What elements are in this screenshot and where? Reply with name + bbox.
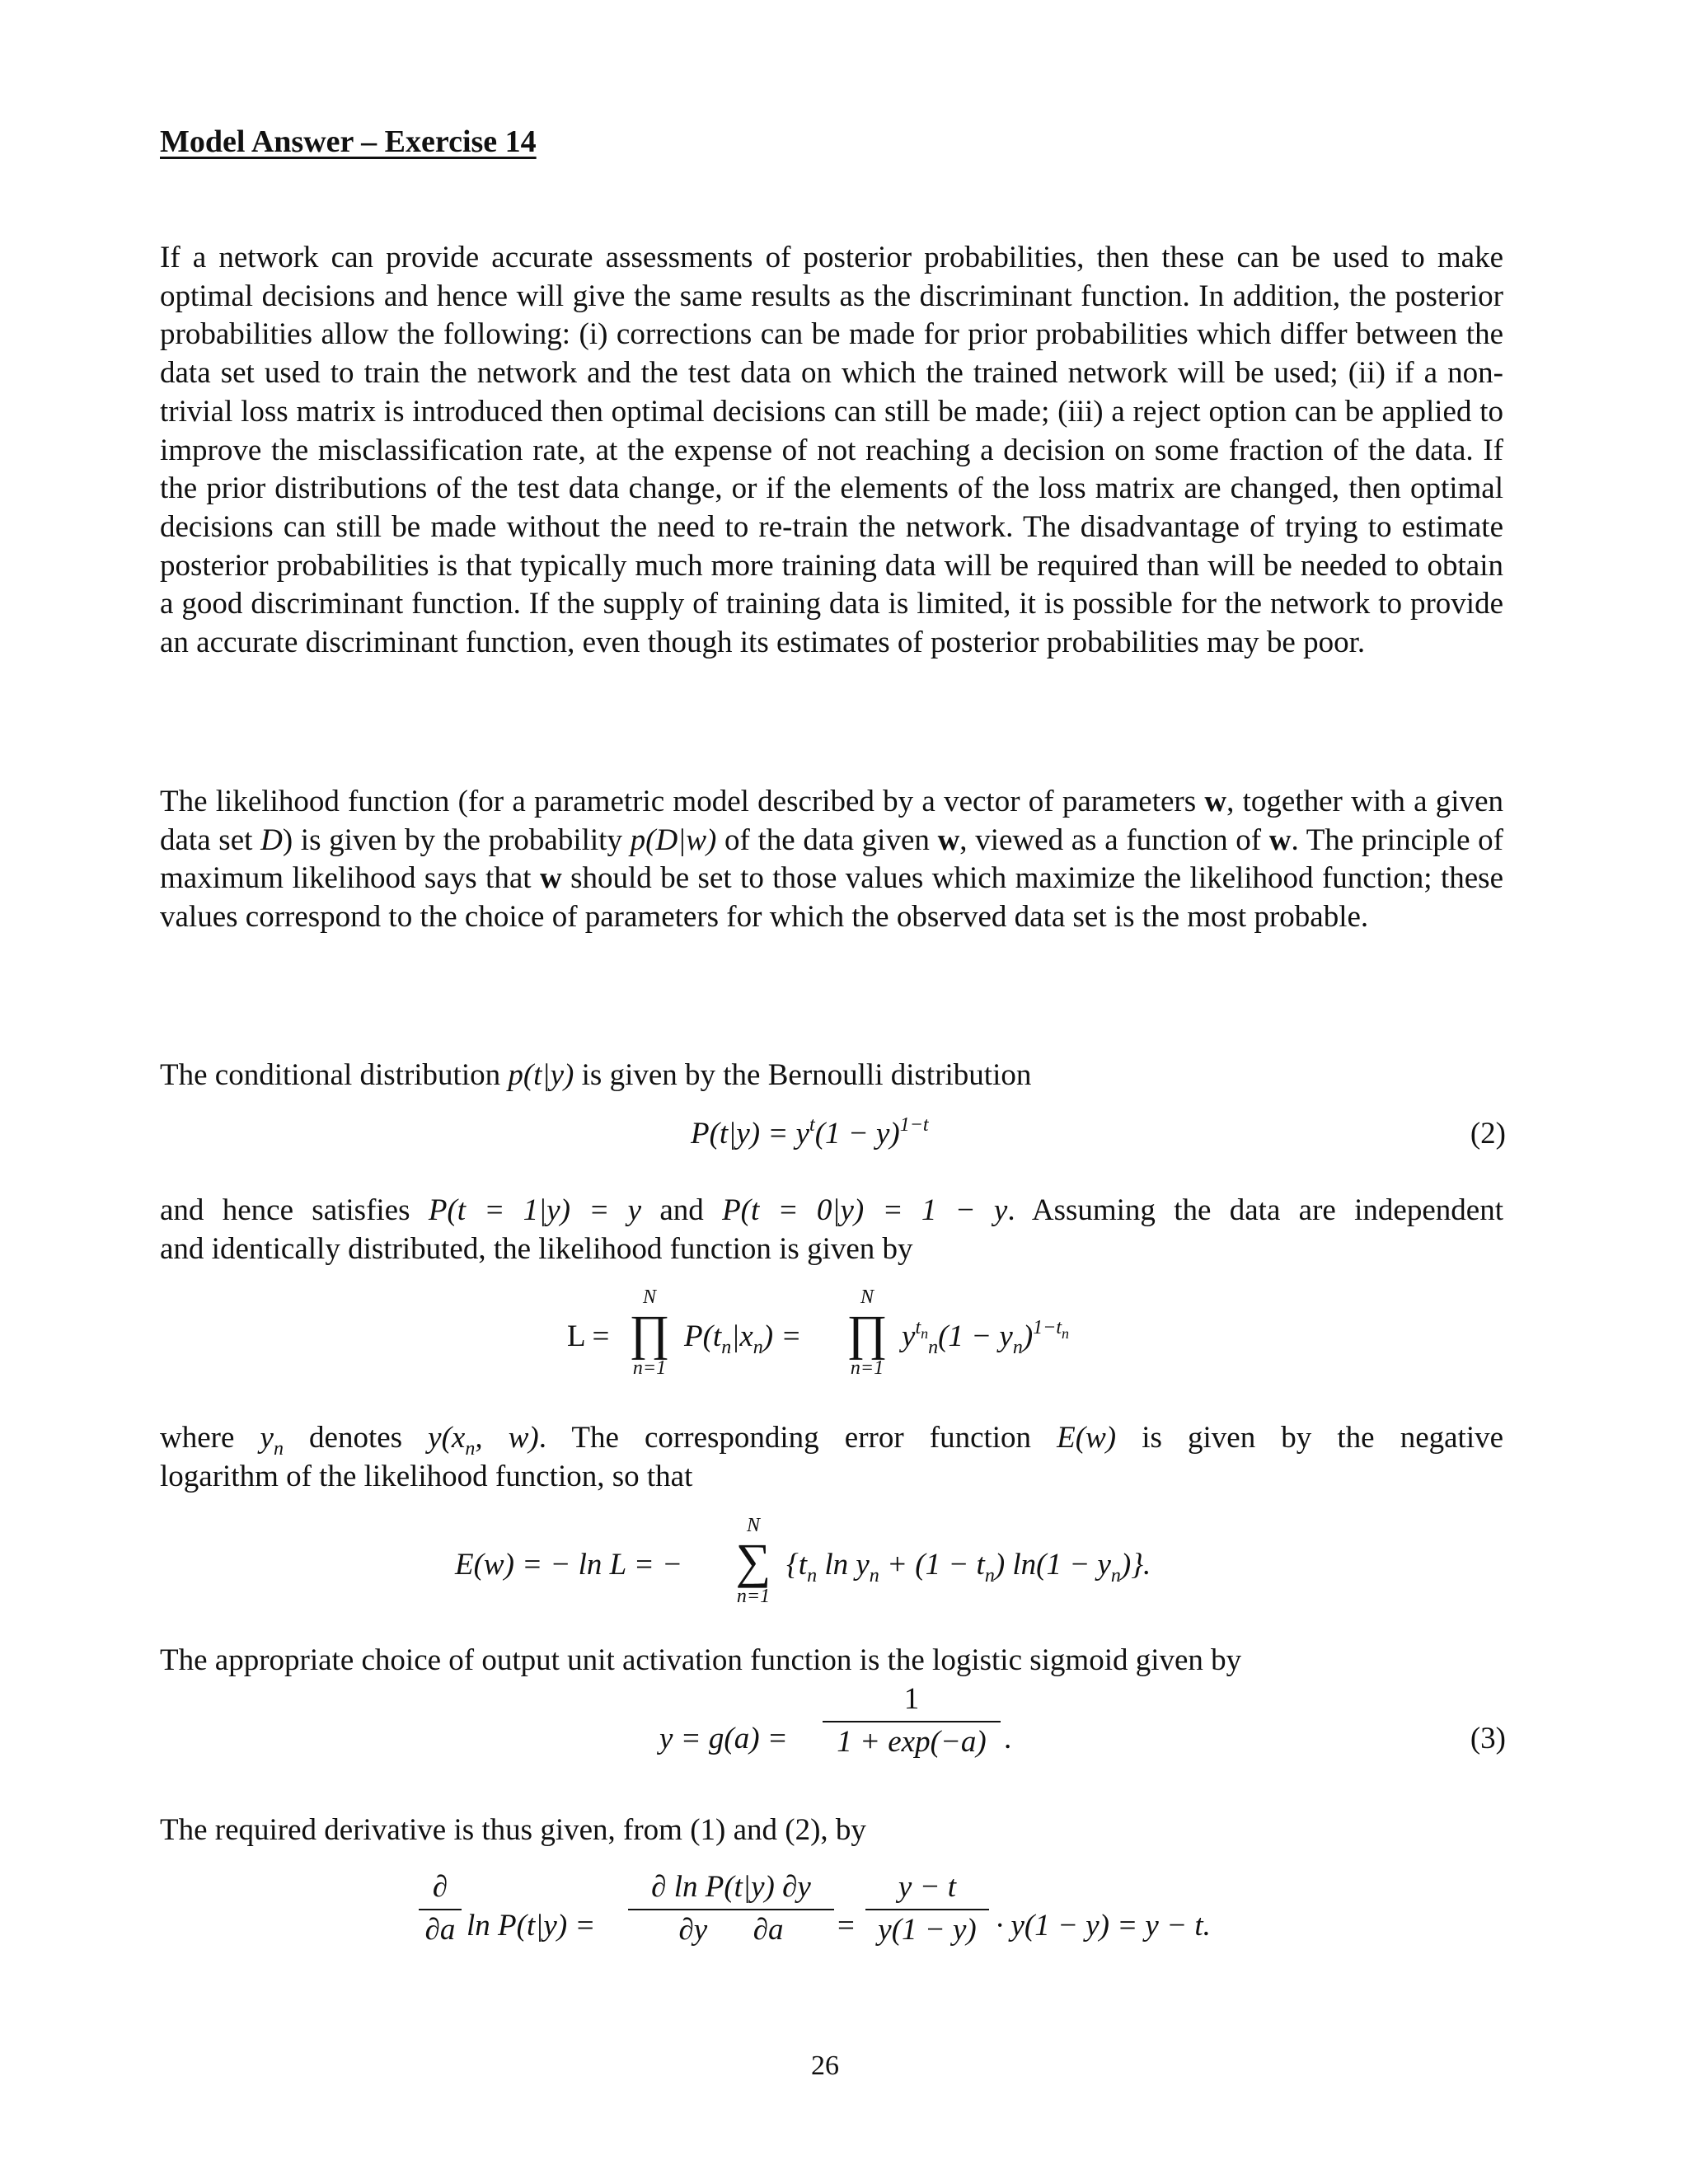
- paragraph-iid-likelihood: and identically distributed, the likelihood function is given by: [160, 1232, 913, 1266]
- paragraph-conditional-distribution: The conditional distribution p(t|y) is given by the Bernoulli distribution: [160, 1058, 1032, 1092]
- fraction-y-minus-t: y − t y(1 − y): [865, 1869, 989, 1948]
- equation-number-2: (2): [1470, 1117, 1506, 1151]
- product-operator-2: N ∏ n=1: [846, 1286, 888, 1379]
- equation-number-3: (3): [1470, 1722, 1506, 1755]
- fraction-chain-rule: ∂ ln P(t|y) ∂y ∂y ∂a: [628, 1869, 834, 1948]
- fraction-sigmoid: 1 1 + exp(−a): [823, 1681, 1001, 1760]
- paragraph-negative-log: logarithm of the likelihood function, so that: [160, 1460, 693, 1493]
- paragraph-activation-function: The appropriate choice of output unit activation function is the logistic sigmoid given by: [160, 1643, 1242, 1677]
- document-page: Model Answer – Exercise 14 If a network can provide accurate assessments of posterior probabilities, then these can be used to make optimal decisions and hence will give the same results as the discriminant function. In addition, the posterior probabilities allow the following: (i) corrections can be made for prior probabilities which differ between the data set used to train the network and the test data on which the trained network will be used; (ii) if a non-trivial loss matrix is introduced then optimal decisions can still be made; (iii) a reject option can be applied to improve the misclassification rate, at the expense of not reaching a decision on some fraction of the data. If the prior distributions of the test data change, or if the elements of the loss matrix are changed, then optimal decisions can still be made without the need to re-train the network. The disadvantage of trying to estimate posterior probabilities is that typically much more training data will be required than will be needed to obtain a good discriminant function. If the supply of training data is limited, it is possible for the network to provide an accurate discriminant function, even though its estimates of posterior probabilities may be poor. The likelihood function (for a parametric model described by a vector of parameters w, together with a given data set D) is given by the probability p(D|w) of the data given w, viewed as a function of w. The principle of maximum likelihood says that w should be set to those values which maximize the likelihood function; these values correspond to the choice of parameters for which the observed data set is the most probable. The conditional distribution p(t|y) is given by the Bernoulli distribution $P(t|y) = y^t(1 - y)^{1-t}$ (2) and hence satisfies P(t = 1|y) = y and P(t = 0|y) = 1 − y. Assuming the data are independent and identically distributed, the likelihood function is given by L = N ∏ n=1 $P(t_n|x_n)$ = N ∏ n=1 $y^{t_n}_n(1 - y_n)^{1-t_n}$ where $y_n$ denotes $y(x_n$, w). The corresponding error function E(w) is given by the negative logarithm of the likelihood function, so that E(w) = − ln L = − N ∑ n=1 {$t_n$ $\ln y_n + (1 - t_n) \ln(1 - y_n)$}. The appropriate choice of output unit activation function is the logistic sigmoid given by y = g(a) = 1 1 + exp(−a) . (3) The required derivative is thus given, from (1) and (2), by ∂ ∂a ln P(t|y) = ∂ ln P(t|y) ∂y ∂y ∂a = y − t y(1 − y) · y(1 − y) = y − t. 26: [160, 124, 1506, 2081]
- paragraph-likelihood-definition: The likelihood function (for a parametric model described by a vector of parameters w, together with a given data set D) is given by the probability p(D|w) of the data given w, viewed as a function of w. The principle of maximum likelihood says that w should be set to those values which maximize the likelihood function; these values correspond to the choice of parameters for which the observed data set is the most probable.: [160, 785, 1503, 935]
- paragraph-posterior-probabilities: If a network can provide accurate assessments of posterior probabilities, then these can be used to make optimal decisions and hence will give the same results as the discriminant function. In addition, the posterior probabilities allow the following: (i) corrections can be made for prior probabilities which differ between the data set used to train the network and the test data on which the trained network will be used; (ii) if a non-trivial loss matrix is introduced then optimal decisions can still be made; (iii) a reject option can be applied to improve the misclassification rate, at the expense of not reaching a decision on some fraction of the data. If the prior distributions of the test data change, or if the elements of the loss matrix are changed, then optimal decisions can still be made without the need to re-train the network. The disadvantage of trying to estimate posterior probabilities is that typically much more training data will be required than will be needed to obtain a good discriminant function. If the supply of training data is limited, it is possible for the network to provide an accurate discriminant function, even though its estimates of posterior probabilities may be poor.: [160, 241, 1503, 660]
- fraction-partial-a: ∂ ∂a: [419, 1869, 462, 1948]
- sum-operator: N ∑ n=1: [735, 1515, 771, 1607]
- page-number: 26: [811, 2050, 839, 2081]
- product-operator-1: N ∏ n=1: [629, 1286, 670, 1379]
- paragraph-error-function-intro: where $y_n$ denotes $y(x_n$, w). The corresponding error function E(w) is given by the negative: [160, 1421, 1504, 1460]
- paragraph-required-derivative: The required derivative is thus given, from (1) and (2), by: [160, 1813, 866, 1847]
- page-title: Model Answer – Exercise 14: [160, 124, 537, 159]
- equation-bernoulli: $P(t|y) = y^t(1 - y)^{1-t}$: [691, 1114, 929, 1151]
- paragraph-bernoulli-properties: and hence satisfies P(t = 1|y) = y and P(t = 0|y) = 1 − y. Assuming the data are independent: [160, 1193, 1503, 1227]
